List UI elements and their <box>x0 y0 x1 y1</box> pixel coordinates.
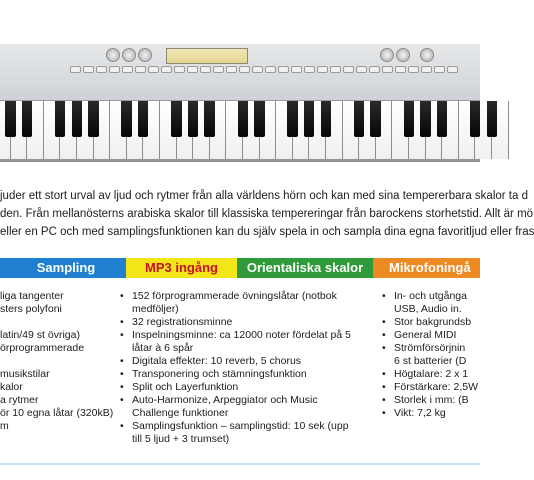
feature-item <box>382 342 480 368</box>
panel-button <box>226 66 237 73</box>
mikrofon-header: Mikrofoningå <box>373 258 480 278</box>
black-key <box>55 101 65 137</box>
control-panel <box>0 44 480 93</box>
feature-item <box>382 290 480 316</box>
panel-button <box>369 66 380 73</box>
panel-button <box>382 66 393 73</box>
panel-button <box>356 66 367 73</box>
panel-buttons <box>70 66 470 71</box>
feature-item: m <box>0 420 9 432</box>
black-key <box>287 101 297 137</box>
panel-button <box>200 66 211 73</box>
panel-button <box>83 66 94 73</box>
bullet-icon: • <box>382 290 386 302</box>
panel-button <box>148 66 159 73</box>
panel-button <box>265 66 276 73</box>
bullet-icon: • <box>382 381 386 393</box>
panel-button <box>96 66 107 73</box>
panel-button <box>395 66 406 73</box>
dial-icon <box>122 48 136 62</box>
bullet-icon: • <box>120 316 124 328</box>
feature-text: Auto-Harmonize, Arpeggiator och Music <box>132 394 318 406</box>
keybed-edge <box>0 159 480 162</box>
bullet-icon: • <box>382 394 386 406</box>
key-label-strip <box>0 92 480 101</box>
panel-button <box>330 66 341 73</box>
feature-item <box>382 381 480 394</box>
dial-icon <box>138 48 152 62</box>
dial-icon <box>380 48 394 62</box>
panel-button <box>239 66 250 73</box>
black-key <box>138 101 148 137</box>
panel-button <box>70 66 81 73</box>
panel-button <box>135 66 146 73</box>
black-key <box>370 101 380 137</box>
feature-item <box>0 316 120 329</box>
panel-button <box>304 66 315 73</box>
dial-icon <box>396 48 410 62</box>
feature-text: Högtalare: 2 x 1 <box>394 368 469 380</box>
black-key <box>354 101 364 137</box>
black-key <box>72 101 82 137</box>
black-key <box>470 101 480 137</box>
keyboard-image <box>0 44 480 162</box>
feature-item: kalor <box>0 381 23 393</box>
panel-button <box>434 66 445 73</box>
bullet-icon: • <box>382 316 386 328</box>
intro-line: eller en PC och med samplingsfunktionen kan du själv spela in och sampla dina egna favoritljud eller fras <box>0 226 534 238</box>
feature-text: Challenge funktioner <box>132 407 229 419</box>
black-key <box>204 101 214 137</box>
panel-button <box>213 66 224 73</box>
panel-button <box>278 66 289 73</box>
feature-item <box>120 290 372 316</box>
top-whitespace <box>0 0 480 44</box>
panel-button <box>252 66 263 73</box>
black-key <box>254 101 264 137</box>
volume-dial-icon <box>106 48 120 62</box>
feature-item: musikstilar <box>0 368 50 380</box>
bullet-icon: • <box>382 329 386 341</box>
panel-button <box>343 66 354 73</box>
sampling-header: Sampling <box>0 258 126 278</box>
features-column-2 <box>120 290 372 446</box>
panel-button <box>447 66 458 73</box>
black-key <box>88 101 98 137</box>
black-key <box>321 101 331 137</box>
black-key <box>304 101 314 137</box>
bullet-icon: • <box>120 394 124 406</box>
feature-item <box>382 407 480 420</box>
feature-item <box>382 329 480 342</box>
black-key <box>5 101 15 137</box>
panel-button <box>187 66 198 73</box>
feature-item: ör 10 egna låtar (320kB) <box>0 407 114 419</box>
black-key <box>404 101 414 137</box>
feature-text: till 5 ljud + 3 trumset) <box>132 433 230 445</box>
black-key <box>437 101 447 137</box>
dial-icon <box>420 48 434 62</box>
feature-text: Split och Layerfunktion <box>132 381 239 393</box>
features-column-1 <box>0 290 120 433</box>
panel-button <box>161 66 172 73</box>
bullet-icon: • <box>120 290 124 302</box>
feature-item <box>120 368 372 381</box>
feature-text: USB, Audio in. <box>394 303 462 315</box>
bullet-icon: • <box>120 355 124 367</box>
feature-item <box>120 329 372 355</box>
feature-text: 6 st batterier (D <box>394 355 467 367</box>
bullet-icon: • <box>120 420 124 432</box>
black-key <box>188 101 198 137</box>
feature-text: 152 förprogrammerade övningslåtar (notbok <box>132 290 337 302</box>
feature-item: latin/49 st övriga) <box>0 329 80 341</box>
bullet-icon: • <box>120 329 124 341</box>
feature-text: Inspelningsminne: ca 12000 noter fördelat på 5 <box>132 329 351 341</box>
feature-text: In- och utgånga <box>394 290 467 302</box>
bullet-icon: • <box>382 407 386 419</box>
lcd-display <box>166 48 248 64</box>
black-key <box>171 101 181 137</box>
feature-item: a rytmer <box>0 394 39 406</box>
feature-text: Förstärkare: 2,5W <box>394 381 479 393</box>
black-key <box>121 101 131 137</box>
piano-keys <box>0 101 480 161</box>
feature-text: Storlek i mm: (B <box>394 394 469 406</box>
black-key <box>238 101 248 137</box>
feature-item: sters polyfoni <box>0 303 62 315</box>
bottom-divider <box>0 463 480 465</box>
black-key <box>487 101 497 137</box>
panel-button <box>122 66 133 73</box>
panel-button <box>408 66 419 73</box>
features-column-3 <box>382 290 480 420</box>
black-key <box>420 101 430 137</box>
bullet-icon: • <box>120 368 124 380</box>
feature-item: liga tangenter <box>0 290 64 302</box>
feature-item <box>120 381 372 394</box>
panel-button <box>421 66 432 73</box>
feature-item <box>382 368 480 381</box>
panel-button <box>291 66 302 73</box>
bullet-icon: • <box>382 368 386 380</box>
panel-button <box>317 66 328 73</box>
feature-item <box>0 355 120 368</box>
feature-item <box>120 355 372 368</box>
intro-line: juder ett stort urval av ljud och rytmer från alla världens hörn och kan med sina tempererbara skalor ta d <box>0 190 528 202</box>
orientaliska-header: Orientaliska skalor <box>237 258 373 278</box>
mp3-header: MP3 ingång <box>126 258 237 278</box>
feature-item: örprogrammerade <box>0 342 85 354</box>
bullet-icon: • <box>382 342 386 354</box>
feature-text: 32 registrationsminne <box>132 316 233 328</box>
black-key <box>22 101 32 137</box>
feature-item <box>120 394 372 420</box>
feature-text: Vikt: 7,2 kg <box>394 407 446 419</box>
intro-line: den. Från mellanösterns arabiska skalor till klassiska tempereringar från barockens storhetstid. Allt är mö <box>0 208 534 220</box>
feature-text: Digitala effekter: 10 reverb, 5 chorus <box>132 355 302 367</box>
feature-item <box>382 394 480 407</box>
feature-text: Stor bakgrundsb <box>394 316 472 328</box>
feature-item <box>120 316 372 329</box>
feature-text: Transponering och stämningsfunktion <box>132 368 307 380</box>
feature-item <box>382 316 480 329</box>
feature-text: General MIDI <box>394 329 457 341</box>
feature-text: medföljer) <box>132 303 179 315</box>
feature-text: låtar à 6 spår <box>132 342 194 354</box>
feature-item <box>120 420 372 446</box>
panel-button <box>109 66 120 73</box>
bullet-icon: • <box>120 381 124 393</box>
feature-text: Samplingsfunktion – samplingstid: 10 sek (upp <box>132 420 349 432</box>
feature-text: Strömförsörjnin <box>394 342 466 354</box>
panel-button <box>174 66 185 73</box>
